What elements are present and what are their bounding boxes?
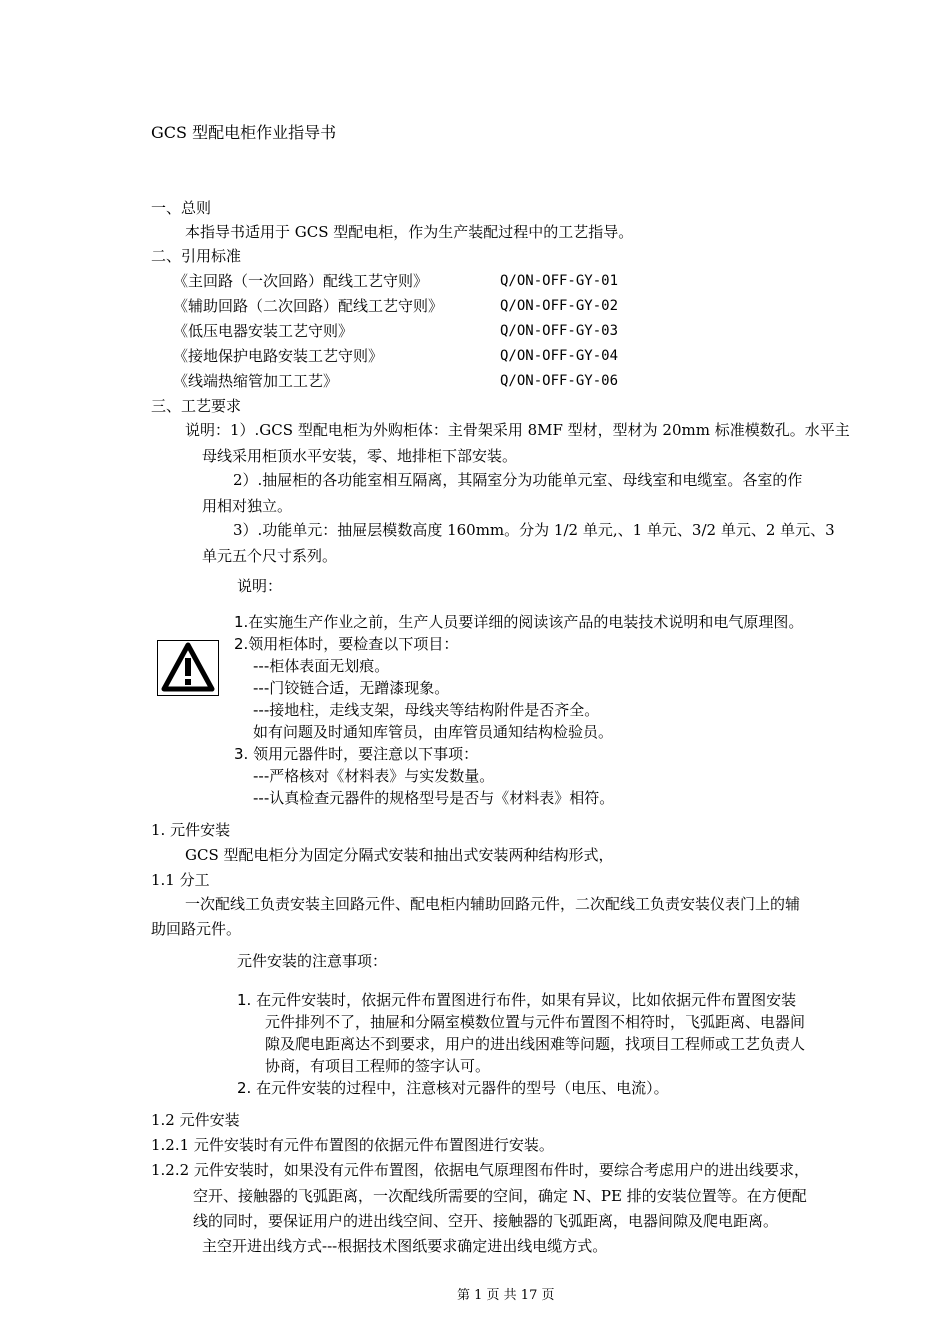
standard-name: 《辅助回路（二次回路）配线工艺守则》	[173, 297, 444, 315]
section-heading-standards: 二、引用标准	[151, 247, 242, 265]
standard-code: Q/ON-OFF-GY-04	[500, 348, 619, 364]
page-title: GCS 型配电柜作业指导书	[151, 123, 337, 142]
section-heading-component-install: 1. 元件安装	[151, 821, 231, 839]
install-note-item: 隙及爬电距离达不到要求，用户的进出线困难等问题，找项目工程师或工艺负责人	[265, 1035, 806, 1053]
note-item: ---接地柱，走线支架，母线夹等结构附件是否齐全。	[253, 701, 600, 719]
note-label: 说明：	[237, 577, 283, 595]
install-note-label: 元件安装的注意事项：	[237, 952, 388, 970]
note-item: 2.领用柜体时，要检查以下项目：	[234, 635, 459, 653]
standard-code: Q/ON-OFF-GY-06	[500, 373, 619, 389]
note-item: ---认真检查元器件的规格型号是否与《材料表》相符。	[253, 789, 615, 807]
subsection-heading: 1.2 元件安装	[151, 1111, 240, 1129]
section-body: 空开、接触器的飞弧距离，一次配线所需要的空间，确定 N、PE 排的安装位置等。在方便配	[193, 1187, 807, 1205]
section-body: 助回路元件。	[151, 920, 242, 938]
requirement-text: 3）.功能单元：抽屉层模数高度 160mm。分为 1/2 单元,、1 单元、3/2 单元、2 单元、3	[233, 521, 835, 539]
page-footer: 第 1 页 共 17 页	[457, 1288, 555, 1303]
requirement-text: 单元五个尺寸系列。	[202, 547, 338, 565]
install-note-item: 协商，有项目工程师的签字认可。	[265, 1057, 491, 1075]
note-item: ---门铰链合适，无蹭漆现象。	[253, 679, 450, 697]
warning-icon	[157, 640, 219, 696]
section-body: 线的同时，要保证用户的进出线空间、空开、接触器的飞弧距离，电器间隙及爬电距离。	[193, 1212, 779, 1230]
requirement-text: 母线采用柜顶水平安装，零、地排柜下部安装。	[202, 447, 518, 465]
standard-code: Q/ON-OFF-GY-03	[500, 323, 619, 339]
standard-name: 《低压电器安装工艺守则》	[173, 322, 354, 340]
install-note-item: 元件排列不了，抽屉和分隔室模数位置与元件布置图不相符时，飞弧距离、电器间	[265, 1013, 806, 1031]
section-heading-requirements: 三、工艺要求	[151, 397, 242, 415]
requirement-text: 2）.抽屉柜的各功能室相互隔离，其隔室分为功能单元室、母线室和电缆室。各室的作	[233, 471, 803, 489]
requirement-text: 用相对独立。	[202, 497, 293, 515]
section-body: 1.2.2 元件安装时，如果没有元件布置图，依据电气原理图布件时，要综合考虑用户的进出线要求，	[151, 1161, 809, 1179]
standard-code: Q/ON-OFF-GY-01	[500, 273, 619, 289]
install-note-item: 2. 在元件安装的过程中，注意核对元器件的型号（电压、电流）。	[237, 1079, 669, 1097]
standard-name: 《主回路（一次回路）配线工艺守则》	[173, 272, 429, 290]
section-body: 一次配线工负责安装主回路元件、配电柜内辅助回路元件，二次配线工负责安装仪表门上的辅	[185, 895, 801, 913]
section-body: 1.2.1 元件安装时有元件布置图的依据元件布置图进行安装。	[151, 1136, 554, 1154]
standard-name: 《接地保护电路安装工艺守则》	[173, 347, 384, 365]
section-heading-general: 一、总则	[151, 199, 212, 217]
section-body: 主空开进出线方式---根据技术图纸要求确定进出线电缆方式。	[202, 1237, 608, 1255]
install-note-item: 1. 在元件安装时，依据元件布置图进行布件，如果有异议，比如依据元件布置图安装	[237, 991, 797, 1009]
subsection-heading: 1.1 分工	[151, 871, 210, 889]
note-item: 1.在实施生产作业之前，生产人员要详细的阅读该产品的电装技术说明和电气原理图。	[234, 613, 804, 631]
general-body: 本指导书适用于 GCS 型配电柜，作为生产装配过程中的工艺指导。	[185, 223, 634, 241]
note-item: 3. 领用元器件时，要注意以下事项：	[234, 745, 479, 763]
note-item: ---严格核对《材料表》与实发数量。	[253, 767, 495, 785]
requirement-text: 说明：1）.GCS 型配电柜为外购柜体：主骨架采用 8MF 型材，型材为 20mm 标准模数孔。水平主	[185, 421, 850, 439]
section-body: GCS 型配电柜分为固定分隔式安装和抽出式安装两种结构形式，	[185, 846, 614, 864]
note-item: ---柜体表面无划痕。	[253, 657, 390, 675]
note-item: 如有问题及时通知库管员，由库管员通知结构检验员。	[253, 723, 614, 741]
standard-name: 《线端热缩管加工工艺》	[173, 372, 339, 390]
standard-code: Q/ON-OFF-GY-02	[500, 298, 619, 314]
